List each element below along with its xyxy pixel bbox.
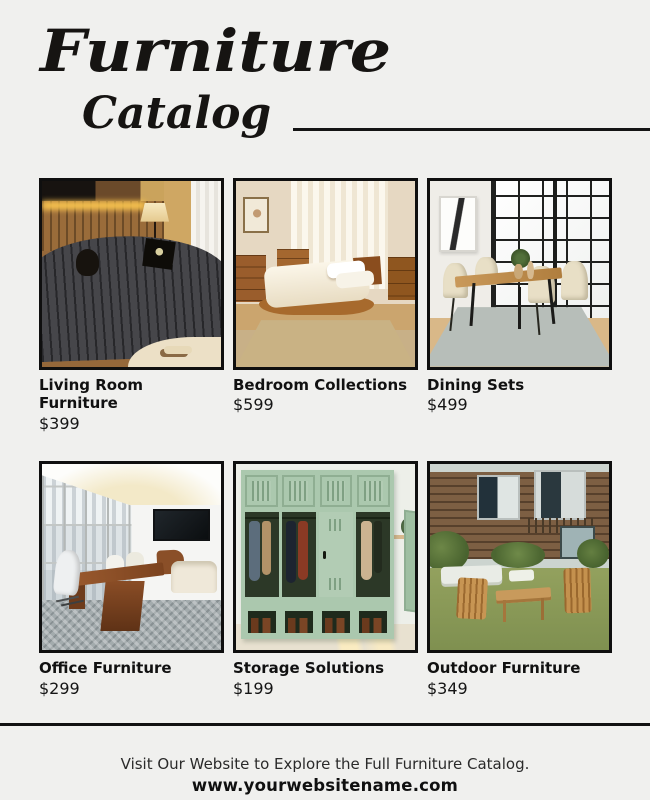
- product-name: Storage Solutions: [233, 659, 385, 678]
- product-price: $349: [427, 678, 468, 698]
- product-price: $299: [39, 678, 80, 698]
- open-locker-door-shape: [404, 509, 418, 612]
- outdoor-photo-frame: [427, 461, 612, 653]
- container-room-shape: [534, 470, 586, 521]
- locker-vent-row: [245, 475, 390, 507]
- website-link[interactable]: www.yourwebsitename.com: [191, 776, 459, 796]
- boot-cubby-shape: [282, 608, 315, 637]
- product-card-dining: [427, 178, 612, 435]
- green-lockers-photo: [236, 464, 415, 650]
- open-bay-shape: [356, 512, 389, 597]
- table-leg-shape: [518, 287, 521, 330]
- open-bay-shape: [282, 512, 315, 597]
- left-dresser-shape: [236, 255, 266, 302]
- door-handle-shape: [323, 551, 325, 559]
- office-sofa-shape: [171, 561, 218, 593]
- living-room-sofa-photo: [42, 181, 221, 367]
- hanging-coat-shape: [361, 521, 372, 580]
- slippers-shape: [164, 346, 193, 353]
- wood-armchair-shape: [456, 577, 489, 619]
- product-name: Office Furniture: [39, 659, 172, 678]
- office-photo-frame: [39, 461, 224, 653]
- shelf-light-glow-shape: [42, 201, 146, 210]
- vase-shape: [527, 261, 534, 280]
- subtitle-row: [82, 86, 650, 142]
- door-vent-shape: [329, 578, 344, 590]
- vent-panel-shape: [245, 475, 278, 507]
- product-price: $199: [233, 678, 274, 698]
- page-subtitle: Catalog: [82, 87, 272, 139]
- hook-rail-shape: [282, 517, 315, 519]
- wood-armchair-shape: [563, 568, 591, 614]
- vent-panel-shape: [282, 475, 315, 507]
- dining-chair-shape: [561, 261, 588, 300]
- product-grid: [39, 178, 612, 699]
- outdoor-patio-photo: [430, 464, 609, 650]
- locker-bay-row: [245, 512, 390, 597]
- product-card-outdoor: [427, 461, 612, 699]
- dining-table-photo: [430, 181, 609, 367]
- boot-cubby-shape: [245, 608, 278, 637]
- product-card-bedroom: [233, 178, 418, 435]
- closed-locker-door-shape: [319, 512, 352, 597]
- container-room-shape: [477, 475, 520, 520]
- desk-front-shape: [100, 581, 145, 631]
- vase-shape: [514, 264, 523, 279]
- garden-plant-shape: [577, 539, 609, 569]
- bedroom-bed-photo: [236, 181, 415, 367]
- hanging-coat-shape: [298, 521, 308, 580]
- bedroom-photo-frame: [233, 178, 418, 370]
- boot-cubby-shape: [356, 608, 389, 637]
- footer: [0, 726, 650, 795]
- header: [0, 0, 650, 142]
- product-price: $399: [39, 414, 80, 434]
- product-card-office: [39, 461, 224, 699]
- header-divider-line: [293, 128, 650, 131]
- hanging-coat-shape: [262, 521, 271, 575]
- hanging-coat-shape: [374, 521, 382, 573]
- page-title: Furniture: [40, 17, 392, 85]
- door-vent-shape: [329, 519, 344, 531]
- hanging-coat-shape: [286, 521, 296, 584]
- open-bay-shape: [245, 512, 278, 597]
- dining-photo-frame: [427, 178, 612, 370]
- locker-unit-shape: [241, 470, 393, 639]
- product-name: Dining Sets: [427, 375, 525, 394]
- wall-tv-shape: [153, 509, 211, 541]
- table-leg-shape: [503, 600, 506, 622]
- seat-cushion-shape: [508, 570, 534, 582]
- abstract-art-frame-shape: [439, 196, 477, 252]
- product-name: Outdoor Furniture: [427, 659, 581, 678]
- product-name: Bedroom Collections: [233, 375, 408, 394]
- boot-cubby-row: [245, 608, 390, 637]
- vent-panel-shape: [320, 475, 353, 507]
- living-room-photo-frame: [39, 178, 224, 370]
- wall-art-frame-shape: [243, 197, 268, 233]
- boot-cubby-shape: [319, 608, 352, 637]
- right-dresser-shape: [388, 257, 415, 300]
- black-pillow-shape: [142, 238, 176, 270]
- sofa-decor-shape: [76, 249, 99, 275]
- hook-rail-shape: [356, 517, 389, 519]
- product-card-storage: [233, 461, 418, 699]
- vent-panel-shape: [357, 475, 390, 507]
- product-price: $499: [427, 395, 468, 415]
- hanging-coat-shape: [249, 521, 260, 582]
- table-leg-shape: [541, 598, 544, 620]
- product-price: $599: [233, 395, 274, 415]
- hook-rail-shape: [245, 517, 278, 519]
- storage-photo-frame: [233, 461, 418, 653]
- office-desk-photo: [42, 464, 221, 650]
- product-name: Living Room Furniture: [39, 375, 144, 413]
- area-rug-shape: [236, 320, 415, 367]
- footer-tagline: Visit Our Website to Explore the Full Furniture Catalog.: [120, 754, 530, 773]
- product-card-living-room: [39, 178, 224, 435]
- lamp-shade-shape: [140, 203, 169, 222]
